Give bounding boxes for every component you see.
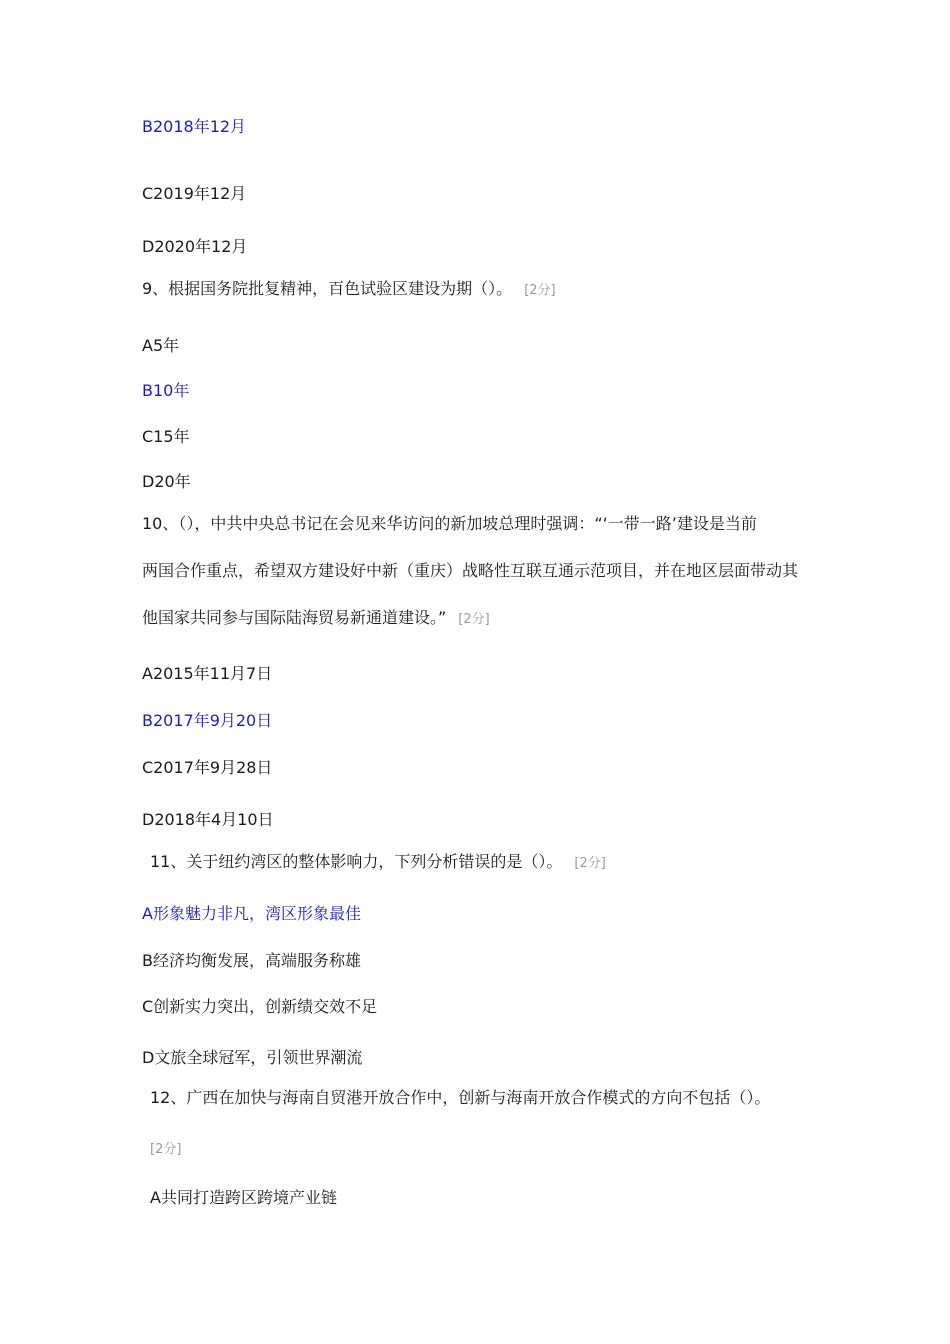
q10-question-line2: 两国合作重点，希望双方建设好中新（重庆）战略性互联互通示范项目，并在地区层面带动其 <box>142 561 799 580</box>
q12-question: 12、广西在加快与海南自贸港开放合作中，创新与海南开放合作模式的方向不包括（）。 <box>150 1088 771 1107</box>
q9-score: [2分] <box>524 283 556 298</box>
q11-option-d[interactable]: D文旅全球冠军，引领世界潮流 <box>142 1048 363 1067</box>
q8-option-d[interactable]: D2020年12月 <box>142 237 248 256</box>
q10-question-line1: 10、（），中共中央总书记在会见来华访问的新加坡总理时强调：“‘一带一路’建设是当前 <box>142 514 757 533</box>
q11-option-a[interactable]: A形象魅力非凡，湾区形象最佳 <box>142 904 361 923</box>
q11-question <box>150 852 606 874</box>
q8-option-c[interactable]: C2019年12月 <box>142 184 247 203</box>
q10-score: [2分] <box>458 612 490 627</box>
q11-score: [2分] <box>574 856 606 871</box>
q12-score-line <box>150 1138 181 1160</box>
q9-question <box>142 279 556 301</box>
q9-question-text: 9、根据国务院批复精神，百色试验区建设为期（）。 <box>142 279 513 298</box>
q9-option-c[interactable]: C15年 <box>142 427 190 446</box>
q10-option-c[interactable]: C2017年9月28日 <box>142 758 273 777</box>
q10-option-a[interactable]: A2015年11月7日 <box>142 664 273 683</box>
q10-question-line3 <box>142 608 490 630</box>
q11-option-b[interactable]: B经济均衡发展，高端服务称雄 <box>142 951 361 970</box>
q11-question-text: 11、关于纽约湾区的整体影响力，下列分析错误的是（）。 <box>150 852 563 871</box>
q10-option-d[interactable]: D2018年4月10日 <box>142 810 274 829</box>
q9-option-b[interactable]: B10年 <box>142 381 190 400</box>
q12-option-a[interactable]: A共同打造跨区跨境产业链 <box>150 1188 337 1207</box>
q9-option-a[interactable]: A5年 <box>142 336 180 355</box>
q8-option-b[interactable]: B2018年12月 <box>142 117 247 136</box>
q11-option-c[interactable]: C创新实力突出，创新绩交效不足 <box>142 997 378 1016</box>
q10-option-b[interactable]: B2017年9月20日 <box>142 711 273 730</box>
q10-question-text: 他国家共同参与国际陆海贸易新通道建设。” <box>142 608 447 627</box>
q9-option-d[interactable]: D20年 <box>142 472 191 491</box>
q12-score: [2分] <box>150 1142 182 1157</box>
